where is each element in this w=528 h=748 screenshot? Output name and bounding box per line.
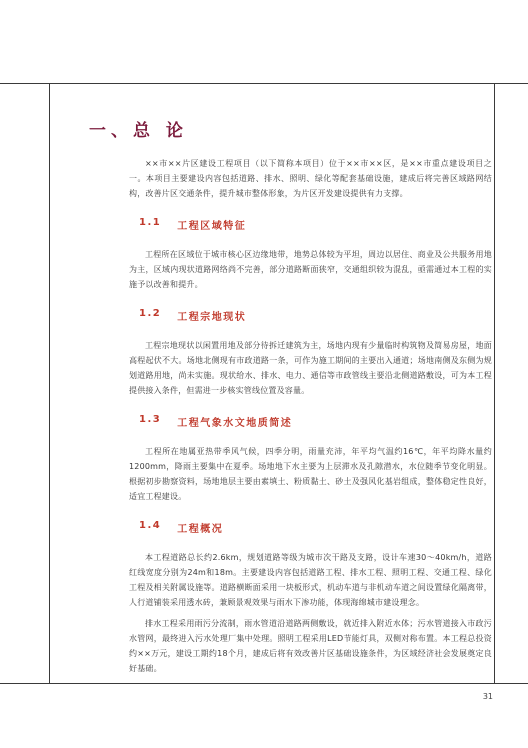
section-1-3 xyxy=(85,414,492,504)
body-paragraph: 工程所在区域位于城市核心区边缘地带，地势总体较为平坦，周边以居住、商业及公共服务用地为主，区域内现状道路网络尚不完善，部分道路断面狭窄，交通组织较为混乱，亟需通过本工程的实施予以改善和提升。 xyxy=(129,250,492,289)
section-heading xyxy=(139,217,492,232)
section-1-4 xyxy=(85,520,492,676)
section-title: 工程概况 xyxy=(177,524,224,535)
section-heading xyxy=(139,308,492,323)
top-rule xyxy=(0,83,528,84)
section-1-2 xyxy=(85,308,492,398)
section-title: 工程宗地现状 xyxy=(177,312,247,323)
body-paragraph: 本工程道路总长约2.6km，规划道路等级为城市次干路及支路，设计车速30～40km/h，道路红线宽度分别为24m和18m。主要建设内容包括道路工程、排水工程、照明工程、交通工程、绿化工程及相关附属设施等。道路横断面采用一块板形式，机动车道与非机动车道之间设置绿化隔离带，人行道铺装采用透水砖，兼顾景观效果与雨水下渗功能，体现海绵城市建设理念。 xyxy=(129,553,492,607)
intro-paragraph: ××市××片区建设工程项目（以下简称本项目）位于××市××区，是××市重点建设项目之一。本项目主要建设内容包括道路、排水、照明、绿化等配套基础设施，建成后将完善区域路网结构，改善片区交通条件，提升城市整体形象，为片区开发建设提供有力支撑。 xyxy=(129,159,492,198)
right-margin-rule xyxy=(494,83,495,683)
section-number: 1.3 xyxy=(139,414,162,425)
body-paragraph: 排水工程采用雨污分流制，雨水管道沿道路两侧敷设，就近排入附近水体；污水管道接入市政污水管网，最终进入污水处理厂集中处理。照明工程采用LED节能灯具，双侧对称布置。本工程总投资约××万元，建设工期约18个月，建成后将有效改善片区基础设施条件，为区域经济社会发展奠定良好基础。 xyxy=(129,619,492,673)
section-1-1 xyxy=(85,217,492,292)
body-paragraph: 工程所在地属亚热带季风气候，四季分明，雨量充沛，年平均气温约16℃，年平均降水量约1200mm，降雨主要集中在夏季。场地地下水主要为上层滞水及孔隙潜水，水位随季节变化明显。根据初步勘察资料，场地地层主要由素填土、粉质黏土、砂土及强风化基岩组成，整体稳定性良好，适宜工程建设。 xyxy=(129,447,492,501)
section-title: 工程气象水文地质简述 xyxy=(177,418,293,429)
section-heading xyxy=(139,520,492,535)
document-body xyxy=(85,112,492,676)
page-number: 31 xyxy=(482,692,493,701)
body-paragraph: 工程宗地现状以闲置用地及部分待拆迁建筑为主，场地内现有少量临时构筑物及简易房屋，地面高程起伏不大。场地北侧现有市政道路一条，可作为施工期间的主要出入通道；场地南侧及东侧为规划道路用地，尚未实施。现状给水、排水、电力、通信等市政管线主要沿北侧道路敷设，可为本工程提供接入条件，但需进一步核实管线位置及容量。 xyxy=(129,341,492,395)
section-number: 1.1 xyxy=(139,217,162,228)
left-margin-rule xyxy=(49,83,50,683)
section-number: 1.2 xyxy=(139,308,162,319)
chapter-title: 一、总 论 xyxy=(89,121,188,141)
bottom-rule xyxy=(0,683,528,684)
section-number: 1.4 xyxy=(139,520,162,531)
section-title: 工程区域特征 xyxy=(177,221,247,232)
section-heading xyxy=(139,414,492,429)
